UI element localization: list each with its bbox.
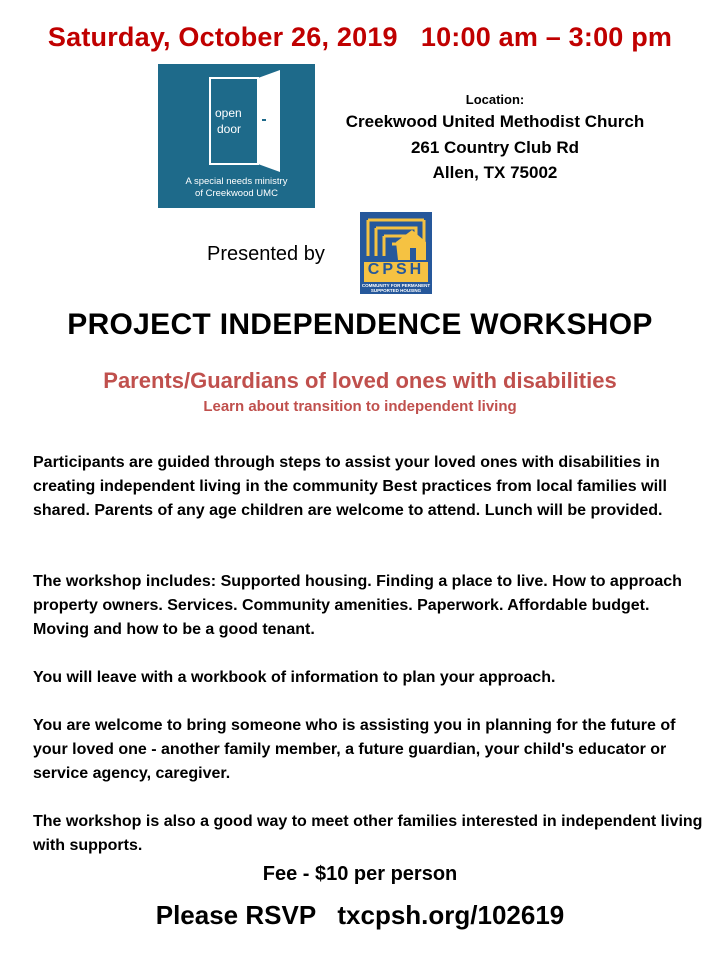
cpsh-tagline-1: COMMUNITY FOR PERMANENT <box>361 283 431 288</box>
logo-tagline-1: A special needs ministry <box>185 176 288 187</box>
event-date-time <box>0 22 720 53</box>
audience-subtitle: Parents/Guardians of loved ones with disabilities <box>103 368 617 393</box>
body-paragraph-3: You will leave with a workbook of information to plan your approach. <box>33 669 556 686</box>
cpsh-tagline-2: SUPPORTED HOUSING <box>370 288 422 293</box>
workshop-title: PROJECT INDEPENDENCE WORKSHOP <box>67 308 653 341</box>
topic-subtitle: Learn about transition to independent living <box>203 398 517 415</box>
location-city: Allen, TX 75002 <box>432 163 558 182</box>
location-street: 261 Country Club Rd <box>410 138 580 157</box>
body-paragraph-1: Participants are guided through steps to assist your loved ones with disabilities in creating independent living in the community Best practices from local families will shared. Parents of any age children are welcome to attend. Lunch will be provided. <box>33 454 667 519</box>
rsvp-label: Please RSVP <box>155 900 316 930</box>
rsvp-line <box>0 900 720 931</box>
presented-by-label: Presented by <box>207 243 325 265</box>
open-door-logo <box>158 64 315 208</box>
body-paragraph-4: You are welcome to bring someone who is assisting you in planning for the future of your loved one - another family member, a future guardian, your child's educator or service agency, caregiver. <box>33 717 676 782</box>
body-paragraph-5: The workshop is also a good way to meet other families interested in independent living with supports. <box>33 813 703 854</box>
body-paragraph-2: The workshop includes: Supported housing. Finding a place to live. How to approach property owners. Services. Community amenities. Paperwork. Affordable budget. Moving and how to be a good tenant. <box>33 573 682 638</box>
location-label: Location: <box>465 92 525 107</box>
event-date: Saturday, October 26, 2019 <box>47 22 398 52</box>
rsvp-url[interactable]: txcpsh.org/102619 <box>337 900 565 930</box>
fee-text: Fee - $10 per person <box>262 863 458 885</box>
cpsh-logo <box>360 212 432 294</box>
logo-word-open: open <box>215 106 242 120</box>
logo-word-door: door <box>217 122 242 136</box>
location-name: Creekwood United Methodist Church <box>345 112 645 131</box>
cpsh-maze-icon <box>360 212 432 294</box>
event-time: 10:00 am – 3:00 pm <box>420 22 673 52</box>
cpsh-logo-text: CPSH <box>367 261 425 278</box>
logo-tagline-2: of Creekwood UMC <box>195 188 278 199</box>
